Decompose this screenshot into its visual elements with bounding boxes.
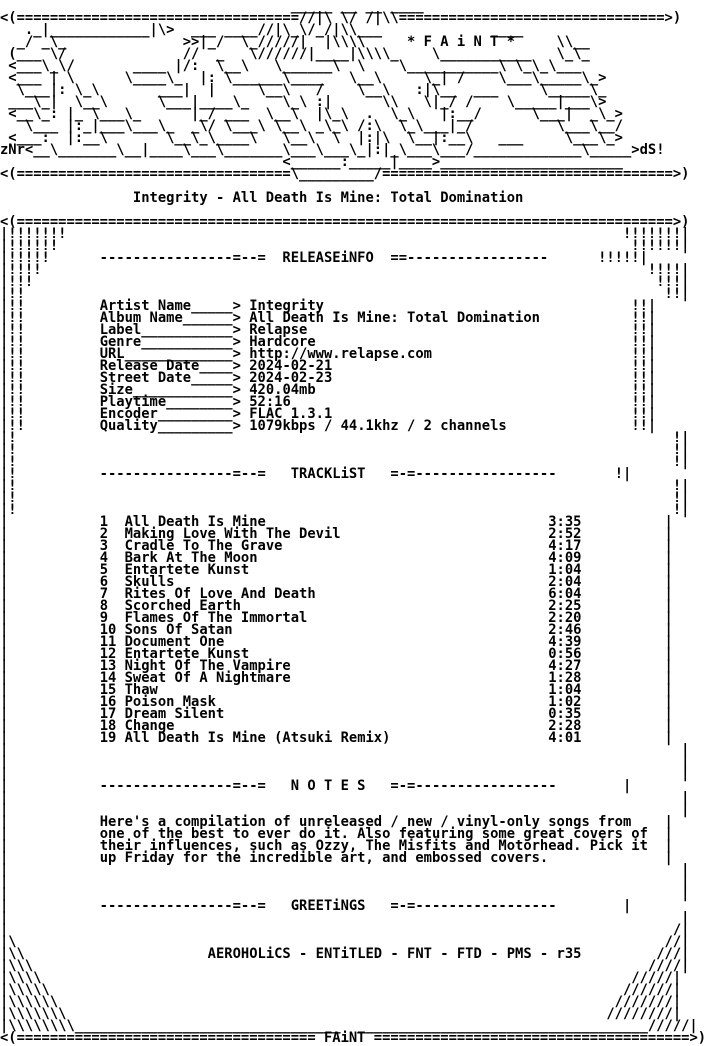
track-title: Scorched Earth bbox=[125, 598, 549, 614]
ascii-art: <__\_: |_ \___\_ |_/ ___ \__\ |\_\ . \_\ |:__/ \___| _\_> bbox=[0, 106, 623, 122]
ascii-art: | bbox=[0, 730, 100, 746]
ascii-art: | bbox=[581, 694, 672, 710]
release-info-key: Encoder bbox=[100, 406, 158, 422]
ascii-art: | | bbox=[0, 910, 689, 926]
ascii-art: _________> bbox=[158, 406, 249, 422]
ascii-art: ____________> bbox=[133, 382, 249, 398]
ascii-art: | bbox=[0, 610, 100, 626]
ascii-art: | bbox=[581, 718, 672, 734]
ascii-art: |!! bbox=[0, 310, 100, 326]
track-duration: 3:35 bbox=[548, 514, 581, 530]
ascii-art: ___________> bbox=[141, 322, 249, 338]
ascii-art: | bbox=[656, 838, 673, 854]
track-number: 5 bbox=[100, 562, 125, 578]
ascii-art: | bbox=[0, 838, 100, 854]
release-info-key: Album Name bbox=[100, 310, 183, 326]
ascii-art: <___ | \ \____\_ |: \______\____ \__\ \_| / \___\_____\_> bbox=[0, 70, 606, 86]
track-number: 14 bbox=[100, 670, 125, 686]
release-info-value: FLAC 1.3.1 bbox=[249, 406, 581, 422]
section-heading-tracklist: TRACKLiST bbox=[291, 466, 366, 482]
ascii-art: | bbox=[0, 814, 100, 830]
ascii-art: | bbox=[0, 706, 100, 722]
track-duration: 4:27 bbox=[548, 658, 581, 674]
ascii-art: |!! !!| bbox=[0, 286, 689, 302]
track-title: All Death Is Mine bbox=[125, 514, 549, 530]
ascii-art: _____ __ __ ____ bbox=[0, 0, 424, 14]
release-title-row bbox=[0, 192, 656, 204]
ascii-art: | bbox=[0, 574, 100, 590]
ascii-art: |!!!! !!!!| bbox=[0, 262, 689, 278]
ascii-art: |\\\\\\ ///////| bbox=[0, 994, 681, 1010]
ascii-art: |\ //| bbox=[0, 934, 689, 950]
signature-left: zNr bbox=[0, 142, 25, 158]
track-duration: 2:04 bbox=[548, 574, 581, 590]
section-heading-notes: N O T E S bbox=[291, 778, 366, 794]
track-number: 7 bbox=[100, 586, 125, 602]
ascii-art: !!| bbox=[581, 370, 656, 386]
ascii-art: |! !| bbox=[0, 430, 689, 446]
ascii-art: (___ \/ // _ \//////|____|\\\\_ \___________ \_\_ bbox=[0, 46, 615, 62]
ascii-art: | bbox=[581, 610, 672, 626]
release-info-key: Artist Name bbox=[100, 298, 191, 314]
ascii-art: |\\\ ////| bbox=[0, 958, 689, 974]
release-info-key: Street Date bbox=[100, 370, 191, 386]
notes-line: up Friday for the incredible art, and embossed covers. bbox=[100, 850, 657, 866]
notes-line: Here's a compilation of unreleased / new / vinyl-only songs from bbox=[100, 814, 657, 830]
ascii-art: | bbox=[581, 550, 672, 566]
ascii-art: !!| bbox=[581, 382, 656, 398]
ascii-art: | bbox=[656, 826, 673, 842]
ascii-art: =-=----------------- !| bbox=[366, 466, 632, 482]
section-heading-greetings: GREETiNGS bbox=[291, 898, 366, 914]
track-title: Sons Of Satan bbox=[125, 622, 549, 638]
ascii-art: |\\ bbox=[0, 946, 150, 962]
track-number: 10 bbox=[100, 622, 125, 638]
notes-line: their influences, such as Ozzy, The Misfits and Motorhead. Pick it bbox=[100, 838, 657, 854]
track-title: All Death Is Mine (Atsuki Remix) bbox=[125, 730, 549, 746]
ascii-art: | | bbox=[0, 790, 689, 806]
ascii-art: | bbox=[0, 718, 100, 734]
ascii-art: | bbox=[581, 574, 672, 590]
ascii-art: | bbox=[0, 850, 100, 866]
ascii-art: | ----------------=--= bbox=[0, 898, 291, 914]
ascii-art: !!| bbox=[581, 406, 656, 422]
release-info-value: 2024-02-21 bbox=[249, 358, 581, 374]
ascii-art: | bbox=[0, 658, 100, 674]
release-info-key: URL bbox=[100, 346, 125, 362]
ascii-art: |! !| bbox=[0, 478, 689, 494]
track-duration: 2:25 bbox=[548, 598, 581, 614]
ascii-art: |\\\\ /////| bbox=[0, 970, 681, 986]
ascii-art: |\\\\\\\\________________________________ ___________________________________/////| bbox=[0, 1018, 698, 1034]
ascii-art: _/ _\_ >>|_/ \_/////| |\\\\ bbox=[0, 34, 407, 50]
ascii-art: |!!!!!!! !!!!!!!| bbox=[0, 226, 689, 242]
ascii-art: |! !| bbox=[0, 454, 689, 470]
ascii-art: \___ |:_|___\___\_ _\/ \___\ \__\ _\_\ /:\ \_\___|_/ \___\__/ bbox=[0, 118, 623, 134]
ascii-art: ==----------------- !!!!!| bbox=[374, 250, 648, 266]
track-title: Making Love With The Devil bbox=[125, 526, 549, 542]
ascii-art: ._|____________|\> ___ ____//|\_\/_/|\\___ ____ bbox=[0, 22, 598, 38]
ascii-art: | bbox=[656, 850, 673, 866]
track-number: 2 bbox=[100, 526, 125, 542]
greetings-line: AEROHOLiCS - ENTiTLED - FNT - FTD - PMS - r35 bbox=[150, 946, 640, 962]
ascii-art: !!| bbox=[581, 346, 656, 362]
ascii-art: |!! bbox=[0, 298, 100, 314]
section-heading-releaseinfo: RELEASEiNFO bbox=[282, 250, 373, 266]
track-title: Poison Mask bbox=[125, 694, 549, 710]
ascii-art: <(==================================== bbox=[0, 1030, 324, 1046]
track-title: Cradle To The Grave bbox=[125, 538, 549, 554]
ascii-art: | bbox=[0, 586, 100, 602]
release-info-key: Playtime bbox=[100, 394, 166, 410]
track-title: Dream Silent bbox=[125, 706, 549, 722]
ascii-art: | bbox=[0, 598, 100, 614]
ascii-art: |!!!!!! !!!!!!| bbox=[0, 238, 689, 254]
ascii-art: | bbox=[581, 526, 672, 542]
track-title: Flames Of The Immortal bbox=[125, 610, 549, 626]
ascii-art: |!!! !!!| bbox=[0, 274, 689, 290]
ascii-art: |!! bbox=[0, 322, 100, 338]
ascii-art: | bbox=[581, 586, 672, 602]
release-info-key: Size bbox=[100, 382, 133, 398]
ascii-art: !!| bbox=[581, 322, 656, 338]
track-number: 1 bbox=[100, 514, 125, 530]
ascii-art: |!! bbox=[0, 370, 100, 386]
ascii-art: =-=----------------- | bbox=[366, 778, 632, 794]
track-number: 6 bbox=[100, 574, 125, 590]
ascii-art: | bbox=[581, 538, 672, 554]
ascii-art: | bbox=[0, 634, 100, 650]
ascii-art: _____> bbox=[191, 370, 249, 386]
track-title: Change bbox=[125, 718, 549, 734]
ascii-art: _____________> bbox=[125, 346, 250, 362]
track-title: Bark At The Moon bbox=[125, 550, 549, 566]
ascii-art: <__\_______\__|____\___\_______\___\___\_|:|_\___\___/_____________\_____> bbox=[25, 142, 640, 158]
ascii-art: |!! bbox=[0, 406, 100, 422]
ascii-art: |!! bbox=[0, 382, 100, 398]
ascii-art: |! ----------------=--= bbox=[0, 466, 291, 482]
release-info-value: Integrity bbox=[249, 298, 581, 314]
ascii-art: | bbox=[581, 598, 672, 614]
track-duration: 2:20 bbox=[548, 610, 581, 626]
ascii-art: <(=================================\_________/===================================>) bbox=[0, 166, 689, 182]
ascii-art: |!! bbox=[0, 418, 100, 434]
track-duration: 2:52 bbox=[548, 526, 581, 542]
ascii-art: |!! bbox=[0, 358, 100, 374]
ascii-art: | bbox=[581, 682, 672, 698]
track-number: 15 bbox=[100, 682, 125, 698]
track-title: Thaw bbox=[125, 682, 549, 698]
ascii-art: | bbox=[581, 730, 672, 746]
release-info-value: 2024-02-23 bbox=[249, 370, 581, 386]
release-info-key: Label bbox=[100, 322, 142, 338]
ascii-art: | bbox=[0, 670, 100, 686]
ascii-art: <___: |:__\ \__\_\____\ \__\ \ |:|\ \__|:__\ ___ \___\_> bbox=[0, 130, 623, 146]
track-duration: 4:09 bbox=[548, 550, 581, 566]
track-number: 4 bbox=[100, 550, 125, 566]
track-title: Sweat Of A Nightmare bbox=[125, 670, 549, 686]
logo-line bbox=[0, 168, 656, 180]
ascii-art: |\\\\\\\ ////////| bbox=[0, 1006, 681, 1022]
ascii-art: | bbox=[0, 826, 100, 842]
ascii-art: |! !| bbox=[0, 490, 689, 506]
ascii-art: |! !| bbox=[0, 502, 689, 518]
track-duration: 6:04 bbox=[548, 586, 581, 602]
release-info-key: Quality bbox=[100, 418, 158, 434]
track-number: 9 bbox=[100, 610, 125, 626]
signature-right: dS! bbox=[640, 142, 665, 158]
footer-group-name: FAiNT bbox=[324, 1030, 366, 1046]
track-number: 3 bbox=[100, 538, 125, 554]
track-duration: 1:28 bbox=[548, 670, 581, 686]
track-number: 17 bbox=[100, 706, 125, 722]
ascii-art: <___\_\/ ____ |/: \__\ \______\ \ \___________\ \_\_\___ bbox=[0, 58, 598, 74]
ascii-art: | | bbox=[0, 766, 689, 782]
ascii-art: | | bbox=[0, 742, 689, 758]
track-number: 8 bbox=[100, 598, 125, 614]
ascii-art: <(==================================//|\ \/ /|\\================================>) bbox=[0, 10, 681, 26]
ascii-art: ///| bbox=[640, 946, 690, 962]
ascii-art: =-=----------------- | bbox=[366, 898, 632, 914]
ascii-art: | bbox=[656, 814, 673, 830]
release-info-value: 420.04mb bbox=[249, 382, 581, 398]
track-title: Night Of The Vampire bbox=[125, 658, 549, 674]
track-title: Rites Of Love And Death bbox=[125, 586, 549, 602]
track-number: 16 bbox=[100, 694, 125, 710]
track-number: 18 bbox=[100, 718, 125, 734]
group-tag: * F A i N T * bbox=[407, 34, 515, 50]
ascii-art: | bbox=[581, 634, 672, 650]
ascii-art: !!| bbox=[581, 334, 656, 350]
ascii-art: !!| bbox=[581, 358, 656, 374]
ascii-art: \\__ bbox=[515, 34, 623, 50]
release-info-value: All Death Is Mine: Total Domination bbox=[249, 310, 581, 326]
release-title: Integrity - All Death Is Mine: Total Domination bbox=[0, 190, 665, 206]
ascii-art: | bbox=[581, 706, 672, 722]
track-duration: 1:04 bbox=[548, 562, 581, 578]
track-duration: 4:39 bbox=[548, 634, 581, 650]
track-title: Entartete Kunst bbox=[125, 562, 549, 578]
ascii-art: | bbox=[0, 562, 100, 578]
track-duration: 2:46 bbox=[548, 622, 581, 638]
track-number: 13 bbox=[100, 658, 125, 674]
ascii-art: ___________> bbox=[141, 334, 249, 350]
ascii-art: |!! bbox=[0, 334, 100, 350]
ascii-art: <(===============================================================================>) bbox=[0, 214, 689, 230]
track-duration: 4:17 bbox=[548, 538, 581, 554]
ascii-art: |! !| bbox=[0, 442, 689, 458]
ascii-art: | bbox=[581, 670, 672, 686]
notes-line: one of the best to ever do it. Also featuring some great covers of bbox=[100, 826, 657, 842]
ascii-art: | ----------------=--= bbox=[0, 778, 291, 794]
release-info-key: Genre bbox=[100, 334, 142, 350]
ascii-art: |!!!!! ----------------=--= bbox=[0, 250, 282, 266]
ascii-art: !!| bbox=[581, 418, 656, 434]
ascii-art: ________> bbox=[166, 394, 249, 410]
ascii-art: ======================================>) bbox=[366, 1030, 706, 1046]
ascii-art: | bbox=[0, 694, 100, 710]
ascii-art: | | bbox=[0, 754, 689, 770]
track-duration: 0:35 bbox=[548, 706, 581, 722]
ascii-art: !!| bbox=[581, 310, 656, 326]
track-duration: 2:28 bbox=[548, 718, 581, 734]
track-duration: 1:02 bbox=[548, 694, 581, 710]
release-info-value: http://www.relapse.com bbox=[249, 346, 581, 362]
ascii-art: ______> bbox=[183, 310, 249, 326]
release-info-value: 1079kbps / 44.1khz / 2 channels bbox=[249, 418, 581, 434]
track-number: 19 bbox=[100, 730, 125, 746]
ascii-art: | bbox=[0, 646, 100, 662]
ascii-art: | bbox=[0, 538, 100, 554]
ascii-art: | bbox=[581, 658, 672, 674]
ascii-art: | bbox=[581, 562, 672, 578]
ascii-art: ____> bbox=[199, 358, 249, 374]
ascii-art: | bbox=[0, 682, 100, 698]
release-info-value: Relapse bbox=[249, 322, 581, 338]
ascii-art: |\\\\\ //////| bbox=[0, 982, 681, 998]
release-info-value: 52:16 bbox=[249, 394, 581, 410]
ascii-art: | bbox=[0, 526, 100, 542]
track-duration: 4:01 bbox=[548, 730, 581, 746]
track-duration: 1:04 bbox=[548, 682, 581, 698]
ascii-art: <______:_____|____>______________________ bbox=[0, 154, 631, 170]
track-title: Entartete Kunst bbox=[125, 646, 549, 662]
ascii-art: | | bbox=[0, 874, 689, 890]
ascii-art: |!! bbox=[0, 394, 100, 410]
ascii-art: | bbox=[581, 622, 672, 638]
track-number: 12 bbox=[100, 646, 125, 662]
ascii-art: | /| bbox=[0, 922, 689, 938]
ascii-art: _____> bbox=[191, 298, 249, 314]
ascii-art: !!| bbox=[581, 394, 656, 410]
track-title: Document One bbox=[125, 634, 549, 650]
release-info-value: Hardcore bbox=[249, 334, 581, 350]
ascii-art: | bbox=[581, 646, 672, 662]
ascii-art: |!! bbox=[0, 346, 100, 362]
ascii-art: _________> bbox=[158, 418, 249, 434]
ascii-art: | bbox=[0, 622, 100, 638]
track-number: 11 bbox=[100, 634, 125, 650]
ascii-art: | bbox=[0, 550, 100, 566]
ascii-art: | bbox=[581, 514, 672, 530]
footer-row bbox=[0, 1032, 656, 1044]
ascii-art: \___|: \_\ ___| | \__\ / \__\ :|\__ ___ \_____\_ bbox=[0, 82, 615, 98]
ascii-art: | | bbox=[0, 862, 689, 878]
ascii-art: ___\_| \__\ \___|____\_ \_\ :| \\ \|_/ / \_____|___\> bbox=[0, 94, 606, 110]
track-title: Skulls bbox=[125, 574, 549, 590]
ascii-art: !!| bbox=[581, 298, 656, 314]
ascii-art: | | bbox=[0, 802, 689, 818]
ascii-art: | | bbox=[0, 886, 689, 902]
track-duration: 0:56 bbox=[548, 646, 581, 662]
release-info-key: Release Date bbox=[100, 358, 200, 374]
ascii-art: | bbox=[0, 514, 100, 530]
